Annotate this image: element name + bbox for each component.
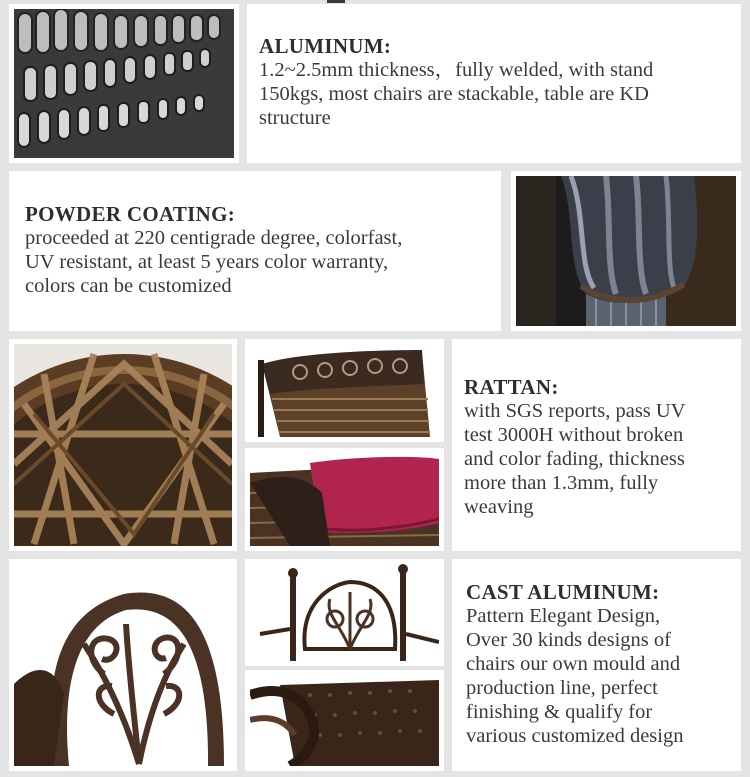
rattan-chair-cushion-photo bbox=[245, 448, 444, 551]
powder-coating-text bbox=[25, 202, 495, 298]
aluminum-text bbox=[259, 34, 739, 130]
cast-aluminum-heading: CAST ALUMINUM: bbox=[466, 580, 660, 604]
rattan-body: with SGS reports, pass UV test 3000H without broken and color fading, thickness more than 1.3mm, fully weaving bbox=[464, 400, 686, 518]
rattan-heading: RATTAN: bbox=[464, 375, 559, 399]
aluminum-body: 1.2~2.5mm thickness，fully welded, with stand 150kgs, most chairs are stackable, table are KD structure bbox=[259, 59, 654, 129]
aluminum-tubes-photo bbox=[9, 4, 239, 163]
aluminum-heading: ALUMINUM: bbox=[259, 34, 392, 58]
cast-aluminum-seat-photo bbox=[245, 670, 444, 771]
cast-aluminum-chair-back-photo bbox=[245, 559, 444, 666]
powder-coated-chair-arm-photo bbox=[511, 171, 741, 331]
cast-aluminum-body: Pattern Elegant Design, Over 30 kinds designs of chairs our own mould and production line, perfect finishing & qualify for various customized design bbox=[466, 605, 684, 747]
top-edge-mark bbox=[327, 0, 345, 3]
cast-aluminum-chair-photo bbox=[9, 559, 237, 771]
powder-coating-body: proceeded at 220 centigrade degree, colorfast, UV resistant, at least 5 years color warranty, colors can be customized bbox=[25, 227, 403, 297]
rattan-chair-back-photo bbox=[245, 339, 444, 442]
powder-coating-heading: POWDER COATING: bbox=[25, 202, 236, 226]
rattan-weave-chair-photo bbox=[9, 339, 237, 551]
cast-aluminum-text bbox=[466, 580, 741, 748]
rattan-text bbox=[464, 375, 739, 519]
